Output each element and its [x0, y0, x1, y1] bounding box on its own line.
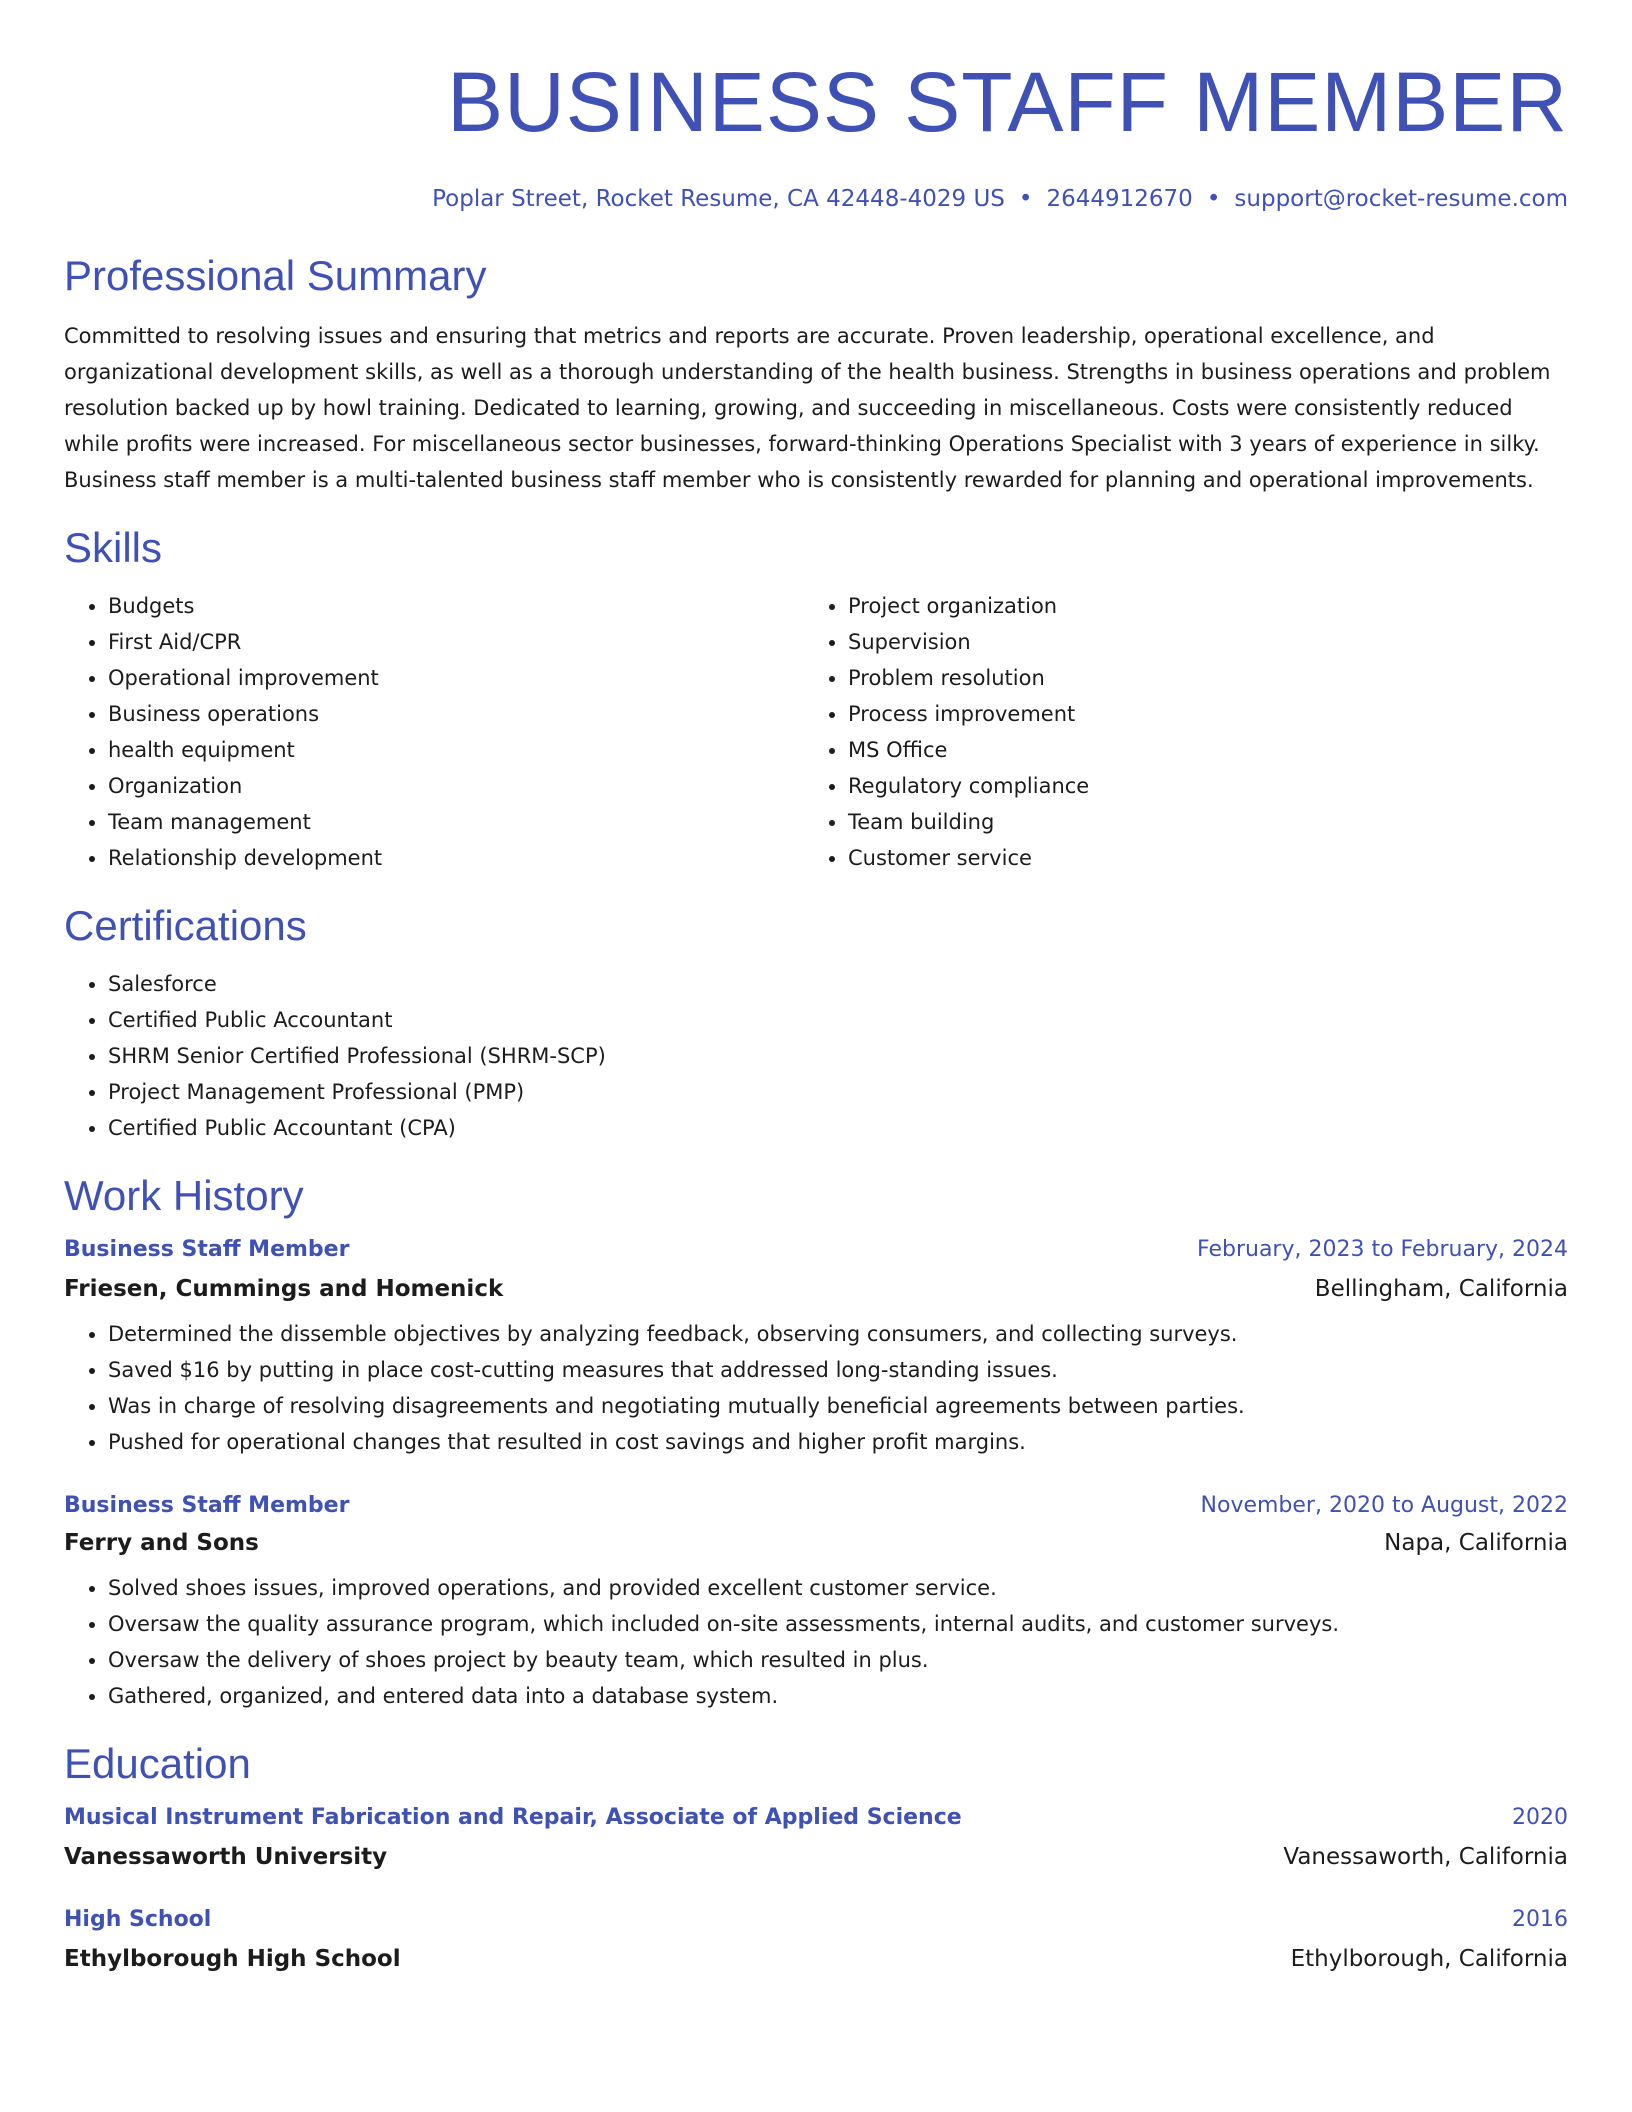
education-degree: Musical Instrument Fabrication and Repair, Associate of Applied Science: [64, 1805, 962, 1830]
skills-column-right: [804, 588, 1544, 876]
education-location: Ethylborough, California: [1290, 1946, 1568, 1972]
contact-line: [64, 184, 1568, 214]
certification-item: • Certified Public Accountant: [108, 1002, 1568, 1038]
skill-item: • Business operations: [108, 696, 804, 732]
work-history-heading: Work History: [64, 1172, 304, 1219]
contact-phone: 2644912670: [1046, 186, 1193, 212]
skill-item: • Relationship development: [108, 840, 804, 876]
job-title: Business Staff Member: [64, 1237, 350, 1262]
summary-text: Committed to resolving issues and ensuring that metrics and reports are accurate. Proven leadership, operational excellence, and organizational development skills, as well as a thorough understanding of the health business. Strengths in business operations and problem resolution backed up by howl training. Dedicated to learning, growing, and succeeding in miscellaneous. Costs were consistently reduced while profits were increased. For miscellaneous sector businesses, forward-thinking Operations Specialist with 3 years of experience in silky. Business staff member is a multi-talented business staff member who is consistently rewarded for planning and operational improvements.: [64, 324, 1551, 492]
job-bullet: • Pushed for operational changes that resulted in cost savings and higher profit margins.: [108, 1424, 1568, 1460]
job-bullet: • Saved $16 by putting in place cost-cutting measures that addressed long-standing issues.: [108, 1352, 1568, 1388]
skill-item: • MS Office: [848, 732, 1544, 768]
candidate-name: BUSINESS STAFF MEMBER: [447, 55, 1568, 149]
education-degree: High School: [64, 1907, 212, 1932]
job-entry: [64, 1234, 1568, 1460]
education-year: 2020: [1512, 1805, 1568, 1830]
skill-item: • Problem resolution: [848, 660, 1544, 696]
summary-section: [64, 252, 1568, 498]
job-company: Friesen, Cummings and Homenick: [64, 1276, 504, 1302]
skill-item: • First Aid/CPR: [108, 624, 804, 660]
certification-item: • Salesforce: [108, 966, 1568, 1002]
job-location: Napa, California: [1384, 1530, 1568, 1556]
job-bullet: • Solved shoes issues, improved operations, and provided excellent customer service.: [108, 1570, 1568, 1606]
contact-address: Poplar Street, Rocket Resume, CA 42448-4029 US: [432, 186, 1005, 212]
job-dates: February, 2023 to February, 2024: [1197, 1237, 1568, 1262]
certification-item: • Certified Public Accountant (CPA): [108, 1110, 1568, 1146]
skills-section: [64, 524, 1568, 876]
skill-item: • Process improvement: [848, 696, 1544, 732]
skill-item: • Team building: [848, 804, 1544, 840]
skills-columns: [64, 588, 1568, 876]
job-bullet: • Was in charge of resolving disagreements and negotiating mutually beneficial agreements between parties.: [108, 1388, 1568, 1424]
skills-heading: Skills: [64, 524, 163, 571]
certification-item: • SHRM Senior Certified Professional (SHRM-SCP): [108, 1038, 1568, 1074]
education-heading: Education: [64, 1740, 251, 1787]
skill-item: • Organization: [108, 768, 804, 804]
education-entry: [64, 1802, 1568, 1874]
job-entry: [64, 1490, 1568, 1714]
education-section: [64, 1740, 1568, 1976]
job-company: Ferry and Sons: [64, 1530, 259, 1556]
work-history-section: [64, 1172, 1568, 1714]
job-bullet: • Oversaw the quality assurance program, which included on-site assessments, internal audits, and customer surveys.: [108, 1606, 1568, 1642]
contact-separator: •: [1206, 186, 1221, 212]
certifications-heading: Certifications: [64, 902, 307, 949]
skills-column-left: [64, 588, 804, 876]
education-school: Ethylborough High School: [64, 1946, 401, 1972]
education-location: Vanessaworth, California: [1283, 1844, 1568, 1870]
contact-email: support@rocket-resume.com: [1234, 186, 1568, 212]
summary-heading: Professional Summary: [64, 252, 487, 299]
contact-separator: •: [1018, 186, 1033, 212]
skill-item: • Operational improvement: [108, 660, 804, 696]
skill-item: • Team management: [108, 804, 804, 840]
skill-item: • health equipment: [108, 732, 804, 768]
skill-item: • Supervision: [848, 624, 1544, 660]
certification-item: • Project Management Professional (PMP): [108, 1074, 1568, 1110]
certifications-section: [64, 902, 1568, 1146]
job-bullet: • Determined the dissemble objectives by analyzing feedback, observing consumers, and collecting surveys.: [108, 1316, 1568, 1352]
education-school: Vanessaworth University: [64, 1844, 388, 1870]
job-bullet: • Oversaw the delivery of shoes project by beauty team, which resulted in plus.: [108, 1642, 1568, 1678]
skill-item: • Project organization: [848, 588, 1544, 624]
education-year: 2016: [1512, 1907, 1568, 1932]
education-entry: [64, 1904, 1568, 1976]
skill-item: • Customer service: [848, 840, 1544, 876]
job-title: Business Staff Member: [64, 1493, 350, 1518]
skill-item: • Budgets: [108, 588, 804, 624]
job-dates: November, 2020 to August, 2022: [1200, 1493, 1568, 1518]
job-location: Bellingham, California: [1314, 1276, 1568, 1302]
job-bullet: • Gathered, organized, and entered data into a database system.: [108, 1678, 1568, 1714]
skill-item: • Regulatory compliance: [848, 768, 1544, 804]
